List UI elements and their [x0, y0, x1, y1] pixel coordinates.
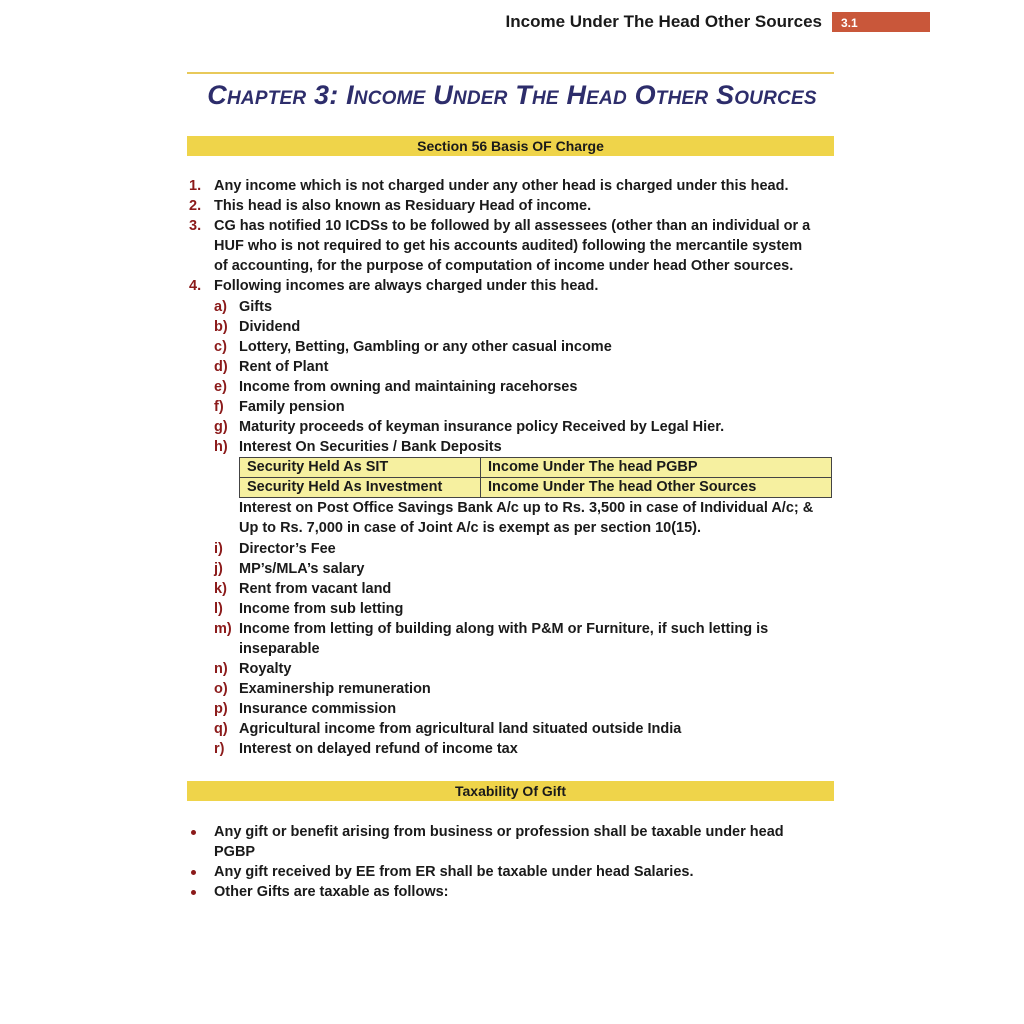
- lettered-list-a-h: [187, 297, 837, 458]
- list-item-letter: n): [214, 661, 228, 678]
- list-item: f) Family pension: [187, 397, 837, 417]
- list-item-letter: o): [214, 681, 228, 698]
- list-item: k) Rent from vacant land: [187, 579, 837, 599]
- list-item-letter: f): [214, 399, 224, 416]
- list-item-number: 4.: [189, 278, 202, 295]
- list-item: o) Examinership remuneration: [187, 679, 837, 699]
- list-item: HUF who is not required to get his accounts audited) following the mercantile system: [214, 238, 803, 255]
- section-basis-of-charge-content: [187, 176, 837, 760]
- list-item: 4. Following incomes are always charged under this head.: [187, 276, 837, 296]
- list-item-letter: h): [214, 439, 228, 456]
- list-item: 3. CG has notified 10 ICDSs to be followed by all assessees (other than an individual or a: [187, 216, 837, 236]
- post-office-interest-note: Up to Rs. 7,000 in case of Joint A/c is exempt as per section 10(15).: [239, 520, 702, 537]
- bullet-dot: [191, 830, 196, 835]
- list-item: g) Maturity proceeds of keyman insurance policy Received by Legal Hier.: [187, 417, 837, 437]
- list-item: d) Rent of Plant: [187, 357, 837, 377]
- numbered-list: [187, 176, 837, 297]
- list-item-letter: p): [214, 701, 228, 718]
- list-item: l) Income from sub letting: [187, 599, 837, 619]
- list-item: q) Agricultural income from agricultural land situated outside India: [187, 719, 837, 739]
- post-office-interest-note: Interest on Post Office Savings Bank A/c up to Rs. 3,500 in case of Individual A/c; &: [239, 500, 814, 517]
- list-item-letter: c): [214, 338, 227, 355]
- lettered-list-i-r: [187, 539, 837, 760]
- chapter-title: Chapter 3: Income Under The Head Other Sources: [207, 80, 817, 110]
- list-item: 1. Any income which is not charged under any other head is charged under this head.: [187, 176, 837, 196]
- list-item: 2. This head is also known as Residuary Head of income.: [187, 196, 837, 216]
- table-cell: Security Held As Investment: [240, 478, 481, 498]
- list-item-letter: e): [214, 378, 227, 395]
- list-item: c) Lottery, Betting, Gambling or any other casual income: [187, 337, 837, 357]
- list-item: i) Director’s Fee: [187, 539, 837, 559]
- list-item: e) Income from owning and maintaining racehorses: [187, 377, 837, 397]
- list-item-letter: g): [214, 419, 228, 436]
- table-row: [240, 478, 832, 498]
- table-cell: Income Under The head Other Sources: [481, 478, 832, 498]
- list-item: m) Income from letting of building along with P&M or Furniture, if such letting is: [187, 619, 837, 639]
- section-heading-basis-of-charge: Section 56 Basis OF Charge: [187, 136, 834, 156]
- list-item-letter: k): [214, 580, 227, 597]
- list-item-letter: q): [214, 721, 228, 738]
- bullet-item: Any gift or benefit arising from business or profession shall be taxable under head: [187, 822, 837, 842]
- gift-bullet-list: [187, 822, 837, 902]
- table-cell: Security Held As SIT: [240, 458, 481, 478]
- header-rule: [187, 72, 834, 74]
- bullet-item: PGBP: [214, 844, 256, 861]
- list-item-number: 3.: [189, 218, 202, 235]
- list-item-letter: b): [214, 318, 228, 335]
- list-item-letter: l): [214, 600, 223, 617]
- securities-table: [239, 457, 832, 498]
- table-cell: Income Under The head PGBP: [481, 458, 832, 478]
- list-item-letter: m): [214, 620, 232, 637]
- list-item: h) Interest On Securities / Bank Deposits: [187, 437, 837, 457]
- list-item-letter: j): [214, 560, 223, 577]
- list-item-letter: i): [214, 540, 223, 557]
- list-item: b) Dividend: [187, 317, 837, 337]
- list-item: inseparable: [239, 640, 320, 657]
- bullet-dot: [191, 870, 196, 875]
- list-item: a) Gifts: [187, 297, 837, 317]
- running-header-title: Income Under The Head Other Sources: [505, 12, 822, 31]
- bullet-item: Any gift received by EE from ER shall be taxable under head Salaries.: [187, 862, 837, 882]
- table-row: [240, 458, 832, 478]
- list-item-letter: r): [214, 741, 225, 758]
- list-item-letter: d): [214, 358, 228, 375]
- section-heading-taxability-of-gift: Taxability Of Gift: [187, 781, 834, 801]
- list-item-number: 1.: [189, 178, 202, 194]
- page-number-badge: 3.1: [832, 12, 930, 32]
- bullet-dot: [191, 890, 196, 895]
- bullet-item: Other Gifts are taxable as follows:: [187, 882, 837, 902]
- list-item: p) Insurance commission: [187, 699, 837, 719]
- list-item-number: 2.: [189, 198, 202, 215]
- list-item: of accounting, for the purpose of computation of income under head Other sources.: [214, 258, 794, 275]
- list-item: j) MP’s/MLA’s salary: [187, 559, 837, 579]
- list-item-letter: a): [214, 298, 227, 315]
- list-item: n) Royalty: [187, 659, 837, 679]
- list-item: r) Interest on delayed refund of income tax: [187, 739, 837, 759]
